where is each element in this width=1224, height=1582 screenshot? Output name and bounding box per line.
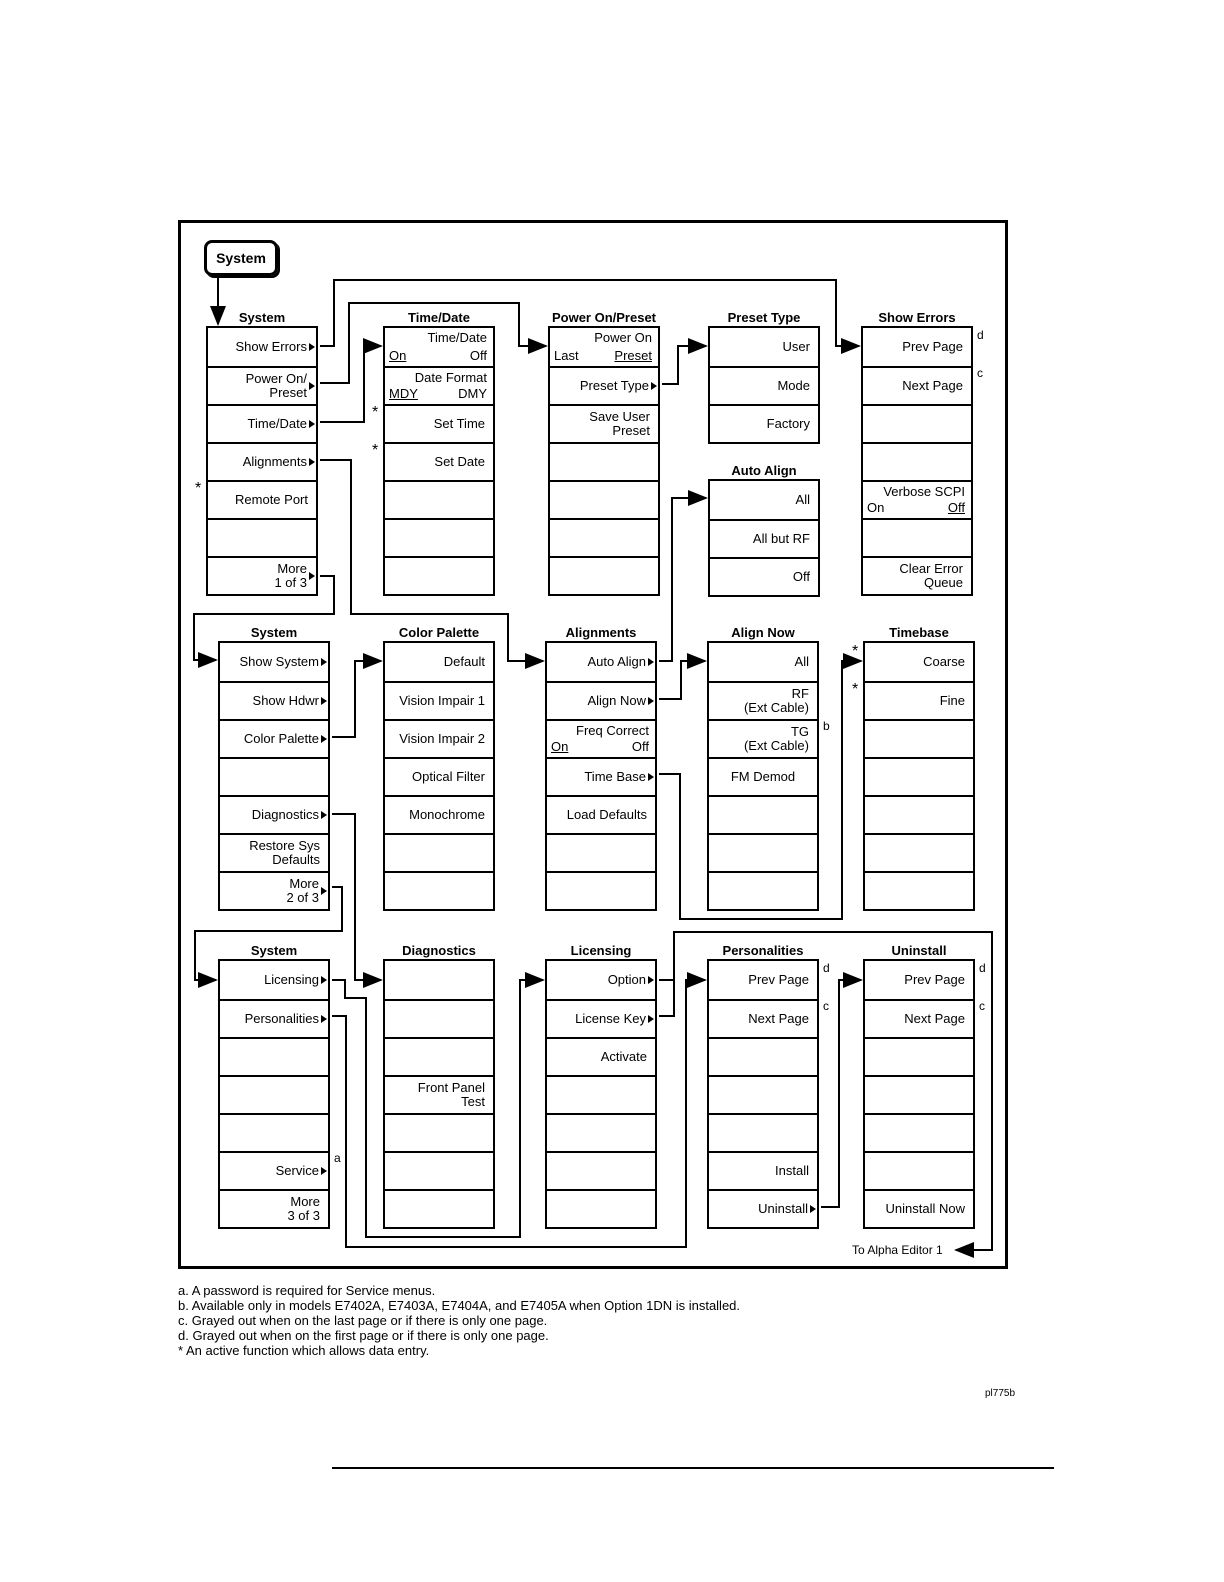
softkey-label: Power On (594, 330, 652, 345)
menu-title: System (250, 625, 298, 640)
softkey[interactable] (208, 556, 316, 594)
softkey-label: User (782, 339, 810, 354)
softkey-column (545, 641, 657, 911)
softkey[interactable] (865, 999, 973, 1037)
submenu-arrow-icon (309, 420, 315, 428)
menu-title: Timebase (889, 625, 949, 640)
softkey-toggle (554, 349, 652, 363)
softkey[interactable] (709, 833, 817, 871)
footnote-line: c. Grayed out when on the last page or if there is only one page. (178, 1313, 548, 1328)
softkey[interactable] (385, 442, 493, 480)
softkey-label: Align Now (587, 693, 646, 708)
softkey[interactable] (208, 480, 316, 518)
softkey-label: Time/Date (247, 416, 307, 431)
softkey-label: Fine (939, 693, 965, 708)
submenu-arrow-icon (321, 735, 327, 743)
softkey-column (383, 326, 495, 596)
menu-title: Time/Date (408, 310, 470, 325)
footnote-marker: b (823, 719, 830, 733)
submenu-arrow-icon (321, 976, 327, 984)
softkey[interactable] (220, 1189, 328, 1227)
softkey[interactable] (865, 833, 973, 871)
menu-title: Align Now (731, 625, 795, 640)
submenu-arrow-icon (309, 343, 315, 351)
softkey-label: Service (275, 1163, 319, 1178)
softkey[interactable] (709, 1151, 817, 1189)
softkey-column (708, 479, 820, 597)
active-function-marker: * (852, 643, 859, 660)
softkey-label: Activate (600, 1049, 647, 1064)
softkey-label: Set Time (433, 416, 485, 431)
softkey[interactable] (220, 643, 328, 681)
softkey[interactable] (550, 518, 658, 556)
softkey-column (383, 959, 495, 1229)
softkey[interactable] (863, 366, 971, 404)
submenu-arrow-icon (648, 697, 654, 705)
footnote-marker: c (979, 999, 985, 1013)
footnote-marker: d (977, 328, 984, 342)
submenu-arrow-icon (321, 1167, 327, 1175)
softkey-label: Default (443, 654, 485, 669)
softkey[interactable] (550, 442, 658, 480)
menu-title: Diagnostics (402, 943, 476, 958)
menu-title: Personalities (722, 943, 804, 958)
softkey-label: Coarse (923, 654, 965, 669)
softkey-toggle (389, 387, 487, 401)
softkey-label: Prev Page (748, 972, 809, 987)
softkey[interactable] (208, 328, 316, 366)
softkey[interactable] (385, 719, 493, 757)
softkey[interactable] (547, 1151, 655, 1189)
softkey-column (383, 641, 495, 911)
softkey[interactable] (709, 1189, 817, 1227)
softkey[interactable] (865, 1037, 973, 1075)
submenu-arrow-icon (321, 1015, 327, 1023)
softkey-column (708, 326, 820, 444)
softkey[interactable] (709, 999, 817, 1037)
toggle-option: DMY (458, 386, 487, 401)
softkey[interactable] (710, 481, 818, 519)
softkey[interactable] (385, 681, 493, 719)
softkey[interactable] (550, 480, 658, 518)
softkey-label: Show Hdwr (252, 693, 319, 708)
alpha-editor-label: To Alpha Editor 1 (852, 1243, 943, 1257)
softkey-label: Auto Align (587, 654, 646, 669)
softkey-label: Personalities (244, 1011, 319, 1026)
submenu-arrow-icon (648, 1015, 654, 1023)
active-function-marker: * (195, 480, 202, 497)
softkey-label: Alignments (242, 454, 307, 469)
softkey[interactable] (385, 518, 493, 556)
system-hardkey[interactable]: System (204, 240, 278, 276)
softkey[interactable] (385, 833, 493, 871)
softkey[interactable] (865, 871, 973, 909)
softkey[interactable] (547, 795, 655, 833)
softkey[interactable] (220, 1113, 328, 1151)
softkey[interactable] (547, 643, 655, 681)
menu-title: Licensing (570, 943, 632, 958)
softkey-label: Prev Page (904, 972, 965, 987)
toggle-option: Off (947, 500, 965, 515)
softkey[interactable] (208, 518, 316, 556)
softkey[interactable] (547, 871, 655, 909)
softkey[interactable] (863, 442, 971, 480)
softkey[interactable] (709, 643, 817, 681)
softkey[interactable] (865, 795, 973, 833)
submenu-arrow-icon (309, 382, 315, 390)
softkey[interactable] (709, 795, 817, 833)
softkey-label: Vision Impair 2 (399, 731, 485, 746)
softkey-label: Licensing (264, 972, 319, 987)
softkey-toggle (389, 349, 487, 363)
softkey[interactable] (710, 519, 818, 557)
footnote-marker: c (977, 366, 983, 380)
active-function-marker: * (372, 404, 379, 421)
softkey[interactable] (550, 366, 658, 404)
softkey[interactable] (385, 1151, 493, 1189)
softkey-label: Next Page (748, 1011, 809, 1026)
softkey[interactable] (385, 999, 493, 1037)
softkey-label: License Key (575, 1011, 646, 1026)
softkey[interactable] (385, 366, 493, 404)
softkey[interactable] (710, 404, 818, 442)
softkey[interactable] (547, 1037, 655, 1075)
footnotes (178, 1283, 740, 1358)
footnote-line: b. Available only in models E7402A, E7403A, E7404A, and E7405A when Option 1DN is installed. (178, 1298, 741, 1313)
softkey[interactable] (547, 1189, 655, 1227)
softkey-label: Mode (777, 378, 810, 393)
softkey-label: Uninstall Now (885, 1201, 965, 1216)
softkey-toggle (551, 740, 649, 754)
softkey-column (218, 959, 330, 1229)
toggle-option: On (551, 739, 569, 754)
softkey-label: Factory (766, 416, 810, 431)
softkey-label: Clear Error Queue (899, 561, 963, 590)
footnote-line: * An active function which allows data entry. (178, 1343, 430, 1358)
submenu-arrow-icon (810, 1205, 816, 1213)
softkey[interactable] (385, 480, 493, 518)
softkey[interactable] (865, 1189, 973, 1227)
softkey[interactable] (863, 328, 971, 366)
softkey[interactable] (220, 1075, 328, 1113)
softkey[interactable] (710, 366, 818, 404)
softkey-label: Diagnostics (251, 807, 319, 822)
footnote-line: d. Grayed out when on the first page or if there is only one page. (178, 1328, 549, 1343)
softkey[interactable] (220, 999, 328, 1037)
softkey[interactable] (710, 557, 818, 595)
softkey[interactable] (709, 719, 817, 757)
softkey-label: Show Errors (235, 339, 307, 354)
softkey[interactable] (208, 366, 316, 404)
softkey[interactable] (865, 1113, 973, 1151)
toggle-option: On (389, 348, 407, 363)
softkey-label: Time/Date (427, 330, 487, 345)
menu-title: Preset Type (727, 310, 801, 325)
menu-title: Power On/Preset (551, 310, 657, 325)
softkey-label: All (795, 492, 810, 507)
softkey-label: Prev Page (902, 339, 963, 354)
page-rule (332, 1467, 1054, 1469)
softkey[interactable] (385, 556, 493, 594)
submenu-arrow-icon (321, 697, 327, 705)
softkey[interactable] (385, 961, 493, 999)
softkey[interactable] (865, 1075, 973, 1113)
softkey-column (863, 959, 975, 1229)
softkey[interactable] (385, 1037, 493, 1075)
softkey[interactable] (385, 1113, 493, 1151)
softkey-column (861, 326, 973, 596)
softkey[interactable] (547, 1113, 655, 1151)
menu-title: Alignments (565, 625, 637, 640)
softkey[interactable] (865, 681, 973, 719)
softkey-label: More 2 of 3 (286, 876, 319, 905)
menu-title: System (238, 310, 286, 325)
softkey[interactable] (550, 556, 658, 594)
softkey[interactable] (550, 404, 658, 442)
footnote-line: a. A password is required for Service menus. (178, 1283, 436, 1298)
softkey[interactable] (220, 681, 328, 719)
softkey-column (707, 641, 819, 911)
softkey-label: Show System (239, 654, 319, 669)
submenu-arrow-icon (309, 572, 315, 580)
softkey-label: Off (792, 569, 810, 584)
menu-title: Uninstall (891, 943, 947, 958)
softkey-label: Next Page (904, 1011, 965, 1026)
softkey-label: Date Format (414, 370, 487, 385)
softkey-label: Next Page (902, 378, 963, 393)
softkey[interactable] (220, 719, 328, 757)
softkey[interactable] (709, 871, 817, 909)
softkey-label: More 3 of 3 (287, 1194, 320, 1223)
softkey-label: All but RF (752, 531, 810, 546)
figure-id: pl775b (985, 1388, 1016, 1399)
softkey[interactable] (547, 833, 655, 871)
softkey-label: More 1 of 3 (274, 561, 307, 590)
softkey-column (206, 326, 318, 596)
submenu-arrow-icon (651, 382, 657, 390)
softkey-label: Vision Impair 1 (399, 693, 485, 708)
softkey[interactable] (863, 518, 971, 556)
submenu-arrow-icon (321, 887, 327, 895)
softkey-label: Optical Filter (412, 769, 485, 784)
softkey[interactable] (220, 961, 328, 999)
toggle-option: Off (631, 739, 649, 754)
softkey[interactable] (550, 328, 658, 366)
toggle-option: MDY (389, 386, 418, 401)
menu-title: Auto Align (731, 463, 797, 478)
softkey[interactable] (710, 328, 818, 366)
softkey[interactable] (547, 999, 655, 1037)
softkey[interactable] (865, 1151, 973, 1189)
softkey[interactable] (547, 681, 655, 719)
softkey[interactable] (385, 643, 493, 681)
menu-title: Show Errors (878, 310, 956, 325)
softkey[interactable] (547, 961, 655, 999)
softkey[interactable] (547, 1075, 655, 1113)
softkey-label: Verbose SCPI (883, 484, 965, 499)
softkey-label: Front Panel Test (417, 1080, 485, 1109)
softkey[interactable] (865, 961, 973, 999)
toggle-option: Last (554, 348, 579, 363)
softkey[interactable] (220, 833, 328, 871)
softkey[interactable] (208, 404, 316, 442)
softkey[interactable] (385, 1189, 493, 1227)
toggle-option: Off (469, 348, 487, 363)
footnote-marker: c (823, 999, 829, 1013)
softkey-label: Power On/ Preset (245, 371, 307, 400)
softkey[interactable] (709, 961, 817, 999)
softkey[interactable] (208, 442, 316, 480)
softkey-label: Time Base (584, 769, 646, 784)
softkey[interactable] (220, 871, 328, 909)
softkey-label: All (794, 654, 809, 669)
toggle-option: Preset (614, 348, 652, 363)
softkey[interactable] (220, 757, 328, 795)
softkey-label: Freq Correct (576, 723, 649, 738)
softkey[interactable] (220, 1151, 328, 1189)
softkey-label: Preset Type (579, 378, 649, 393)
softkey-column (545, 959, 657, 1229)
submenu-arrow-icon (648, 976, 654, 984)
softkey-column (218, 641, 330, 911)
softkey[interactable] (863, 556, 971, 594)
softkey[interactable] (220, 795, 328, 833)
submenu-arrow-icon (321, 811, 327, 819)
softkey[interactable] (385, 328, 493, 366)
submenu-arrow-icon (309, 458, 315, 466)
softkey-label: Uninstall (758, 1201, 808, 1216)
softkey-label: Save User Preset (589, 409, 650, 438)
softkey-column (548, 326, 660, 596)
softkey[interactable] (385, 1075, 493, 1113)
menu-title: System (250, 943, 298, 958)
softkey-label: Load Defaults (566, 807, 647, 822)
submenu-arrow-icon (648, 658, 654, 666)
softkey[interactable] (385, 404, 493, 442)
submenu-arrow-icon (648, 773, 654, 781)
softkey-label: RF (Ext Cable) (743, 686, 809, 715)
softkey-column (863, 641, 975, 911)
softkey[interactable] (385, 795, 493, 833)
softkey[interactable] (385, 757, 493, 795)
softkey[interactable] (709, 1075, 817, 1113)
softkey[interactable] (385, 871, 493, 909)
softkey-label: FM Demod (730, 769, 796, 784)
softkey-label: TG (Ext Cable) (743, 724, 809, 753)
softkey[interactable] (863, 404, 971, 442)
softkey[interactable] (865, 757, 973, 795)
softkey-label: Color Palette (243, 731, 319, 746)
softkey[interactable] (709, 1037, 817, 1075)
softkey[interactable] (865, 643, 973, 681)
softkey-column (707, 959, 819, 1229)
softkey-label: Restore Sys Defaults (249, 838, 320, 867)
softkey[interactable] (709, 757, 817, 795)
footnote-marker: d (979, 961, 986, 975)
softkey[interactable] (220, 1037, 328, 1075)
softkey-label: Monochrome (409, 807, 485, 822)
softkey[interactable] (547, 719, 655, 757)
active-function-marker: * (372, 442, 379, 459)
footnote-marker: a (334, 1151, 341, 1165)
softkey[interactable] (709, 681, 817, 719)
toggle-option: On (867, 500, 885, 515)
softkey[interactable] (709, 1113, 817, 1151)
softkey-toggle (867, 501, 965, 515)
menu-title: Color Palette (398, 625, 480, 640)
softkey[interactable] (547, 757, 655, 795)
submenu-arrow-icon (321, 658, 327, 666)
softkey-label: Option (607, 972, 646, 987)
softkey-label: Install (775, 1163, 809, 1178)
footnote-marker: d (823, 961, 830, 975)
softkey-label: Remote Port (235, 492, 308, 507)
softkey-label: Set Date (434, 454, 485, 469)
softkey[interactable] (863, 480, 971, 518)
active-function-marker: * (852, 681, 859, 698)
softkey[interactable] (865, 719, 973, 757)
